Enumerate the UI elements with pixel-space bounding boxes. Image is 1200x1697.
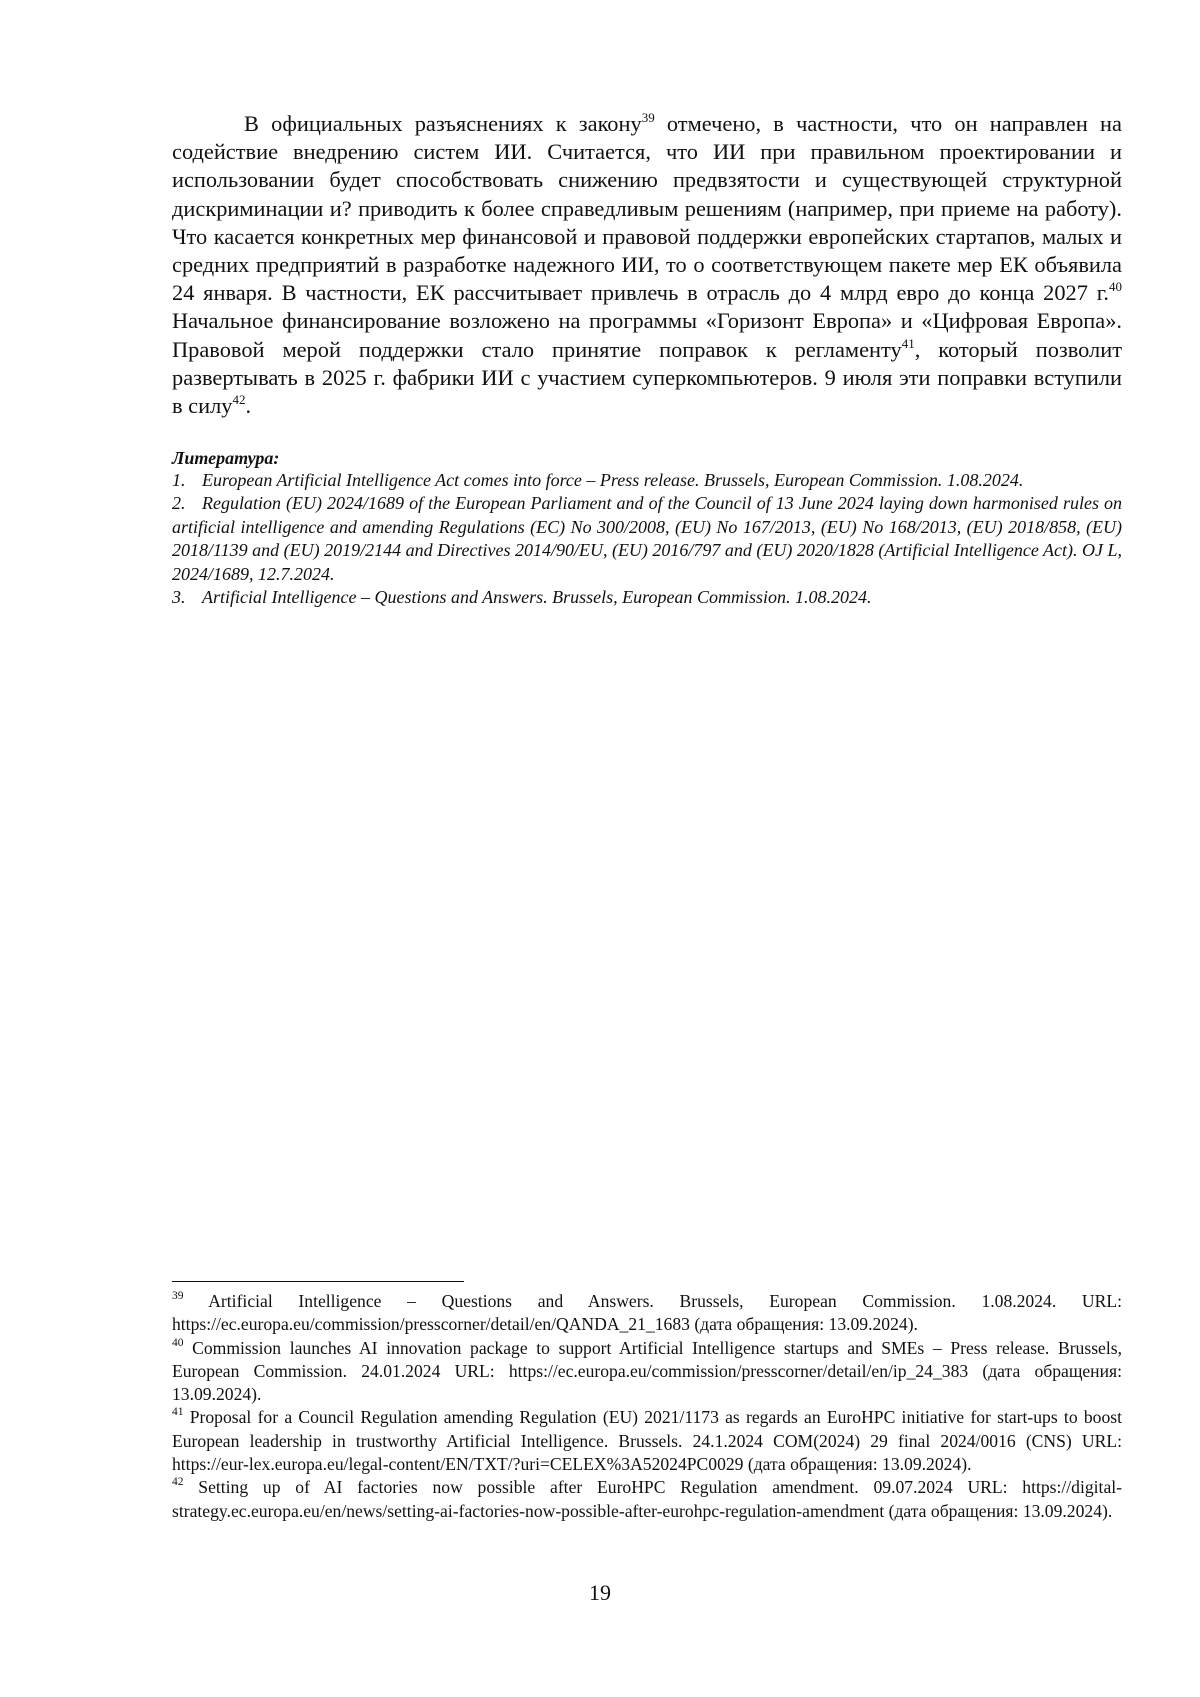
literature-item [172,492,1122,586]
footnote-ref-40[interactable]: 40 [1109,279,1122,295]
literature-item [172,586,1122,609]
footnote-text: Setting up of AI factories now possible after EuroHPC Regulation amendment. 09.07.2024 URL: https://digital-strategy.ec.europa.eu/en/news/setting-ai-factories-now-possible-after-eurohpc-regulation-amendment (дата обращения: 13.09.2024). [172,1477,1122,1521]
footnote-40 [172,1337,1122,1407]
main-text-part: отмечено, в частности, что он направлен на содействие внедрению систем ИИ. Считается, что ИИ при правильном проектировании и использовании будет способствовать снижению предвзятости и существующей структурной дискриминации и? приводить к более справедливым решениям (например, при приеме на работу). Что касается конкретных мер финансовой и правовой поддержки европейских стартапов, малых и средних предприятий в разработке надежного ИИ, то о соответствующем пакете мер ЕК объявила 24 января. В частности, ЕК рассчитывает привлечь в отрасль до 4 млрд евро до конца 2027 г. [172,111,1122,306]
main-paragraph [172,110,1122,420]
main-text-part: , который позволит развертывать в 2025 г. фабрики ИИ с участием суперкомпьютеров. 9 июля эти поправки вступили в силу [172,336,1122,419]
main-text-part: . [245,393,252,419]
footnote-text: Commission launches AI innovation package to support Artificial Intelligence startups and SMEs – Press release. Brussels, European Commission. 24.01.2024 URL: https://ec.europa.eu/commission/presscorner/detail/en/ip_24_383 (дата обращения: 13.09.2024). [172,1337,1122,1405]
literature-item-text: Regulation (EU) 2024/1689 of the European Parliament and of the Council of 13 June 2024 laying down harmonised rules on artificial intelligence and amending Regulations (EC) No 300/2008, (EU) No 167/2013, (EU) No 168/2013, (EU) 2018/858, (EU) 2018/1139 and (EU) 2019/2144 and Directives 2014/90/EU, (EU) 2016/797 and (EU) 2020/1828 (Artificial Intelligence Act). OJ L, 2024/1689, 12.7.2024. [172,493,1123,584]
literature-item-number: 1. [172,470,186,490]
footnotes-section [172,1290,1122,1523]
main-text-part: В официальных разъяснениях к закону [244,111,642,136]
footnote-ref-39[interactable]: 39 [641,110,655,125]
footnote-text: Artificial Intelligence – Questions and Answers. Brussels, European Commission. 1.08.2024. URL: https://ec.europa.eu/commission/presscorner/detail/en/QANDA_21_1683 (дата обращения: 13.09.2024). [172,1291,1122,1335]
footnote-42 [172,1476,1122,1523]
literature-item-number: 3. [172,587,186,608]
footnote-text: Proposal for a Council Regulation amending Regulation (EU) 2021/1173 as regards an EuroHPC initiative for start-ups to boost European leadership in trustworthy Artificial Intelligence. Brussels. 24.1.2024 COM(2024) 29 final 2024/0016 (CNS) URL: https://eur-lex.europa.eu/legal-content/EN/TXT/?uri=CELEX%3A52024PC0029 (дата обращения: 13.09.2024). [172,1407,1122,1475]
footnote-mark: 40 [172,1336,184,1349]
literature-section [172,447,1122,609]
literature-item-text: Artificial Intelligence – Questions and Answers. Brussels, European Commission. 1.08.2024. [202,587,872,608]
footnote-ref-42[interactable]: 42 [232,392,246,408]
footnote-mark: 41 [172,1406,184,1419]
footnote-separator [172,1281,464,1282]
page-number: 19 [589,1580,611,1605]
literature-heading: Литература: [172,448,280,468]
main-text-part: Начальное финансирование возложено на программы «Горизонт Европа» и «Цифровая Европа». Правовой мерой поддержки стало принятие поправок к регламенту [172,308,1122,362]
footnote-mark: 42 [172,1476,184,1489]
literature-item-number: 2. [172,493,186,514]
literature-item-text: European Artificial Intelligence Act comes into force – Press release. Brussels, European Commission. 1.08.2024. [202,470,1024,490]
footnote-41 [172,1406,1122,1476]
literature-item [172,469,1122,492]
footnote-mark: 39 [172,1290,184,1302]
footnote-39 [172,1290,1122,1337]
footnote-ref-41[interactable]: 41 [901,335,915,351]
